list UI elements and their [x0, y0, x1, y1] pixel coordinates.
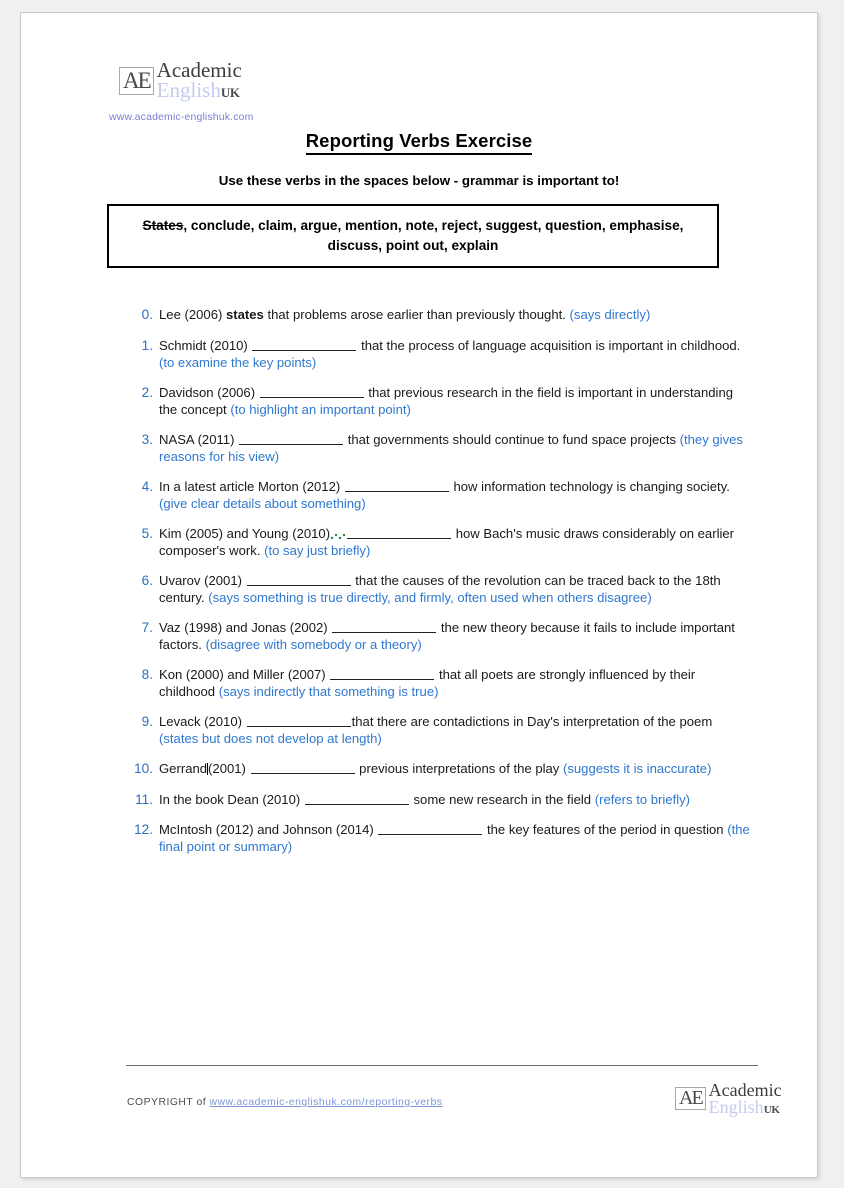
logo-word-uk: UK — [220, 84, 240, 100]
exercise-item-prefix: In a latest article Morton (2012) — [159, 478, 344, 494]
exercise-item-number: 12. — [134, 822, 153, 838]
answer-blank[interactable] — [247, 714, 351, 727]
footer-logo-word-english: English — [708, 1096, 764, 1117]
exercise-item-hint: (refers to briefly) — [594, 791, 691, 807]
verb-struck-states: States — [142, 217, 184, 233]
exercise-item — [126, 384, 751, 418]
exercise-item-body — [159, 666, 751, 700]
page-title-text: Reporting Verbs Exercise — [306, 130, 533, 155]
logo-monogram-icon: AE — [119, 67, 154, 95]
exercise-item-prefix: Davidson (2006) — [159, 384, 259, 400]
header-logo — [119, 58, 242, 102]
exercise-item-body — [159, 525, 751, 559]
exercise-item-number: 0. — [141, 307, 153, 322]
verb-bank-box — [107, 204, 719, 268]
exercise-item-prefix: Uvarov (2001) — [159, 572, 246, 588]
exercise-item-number: 4. — [141, 478, 153, 494]
answer-blank[interactable] — [247, 573, 351, 586]
exercise-item-hint: (give clear details about something) — [159, 495, 366, 511]
exercise-item-text: that previous research in the field is important in understanding the concept — [159, 384, 734, 417]
exercise-item — [126, 760, 751, 778]
logo-wordmark — [156, 58, 242, 102]
exercise-item — [126, 666, 751, 700]
exercise-item-prefix-2: (2001) — [208, 760, 250, 776]
exercise-item-number: 5. — [141, 525, 153, 541]
exercise-item-number: 7. — [141, 619, 153, 635]
exercise-item-hint: (to say just briefly) — [264, 542, 371, 558]
exercise-item — [126, 525, 751, 559]
exercise-item-hint: (to highlight an important point) — [230, 401, 411, 417]
footer-logo-word-uk: UK — [763, 1103, 780, 1116]
exercise-item-number: 10. — [134, 760, 153, 776]
exercise-list — [126, 306, 751, 868]
footer-divider — [126, 1065, 758, 1066]
footer-logo-monogram-icon: AE — [675, 1087, 706, 1110]
exercise-item-hint: (to examine the key points) — [159, 354, 317, 370]
answer-blank[interactable] — [260, 385, 364, 398]
exercise-item-answer: states — [225, 307, 264, 322]
exercise-item-prefix: NASA (2011) — [159, 431, 239, 447]
exercise-item-body — [159, 791, 751, 808]
exercise-item-hint: (the final point or summary) — [159, 822, 750, 855]
exercise-item-text: that the causes of the revolution can be traced back to the 18th century. — [159, 572, 721, 605]
footer-copyright-prefix: COPYRIGHT of — [127, 1097, 210, 1108]
exercise-item-text: previous interpretations of the play — [355, 760, 563, 776]
footer-logo — [675, 1082, 782, 1116]
exercise-item-text: that the process of language acquisition is important in childhood. — [357, 337, 741, 353]
answer-blank[interactable] — [305, 792, 409, 805]
exercise-item-body — [159, 760, 751, 777]
answer-blank[interactable] — [251, 761, 355, 774]
exercise-item — [126, 572, 751, 606]
exercise-item-prefix: Levack (2010) — [159, 713, 246, 729]
exercise-item — [126, 713, 751, 747]
exercise-item — [126, 619, 751, 653]
page-subtitle: Use these verbs in the spaces below - grammar is important to! — [218, 173, 620, 188]
exercise-item-text: the new theory because it fails to include important factors. — [159, 619, 735, 652]
answer-blank[interactable] — [332, 620, 436, 633]
verb-bank-text — [131, 216, 695, 257]
exercise-item-number: 1. — [141, 337, 153, 353]
exercise-item-prefix: Kon (2000) and Miller (2007) — [159, 666, 330, 682]
exercise-item-number: 8. — [141, 666, 153, 682]
exercise-item-number: 6. — [141, 572, 153, 588]
exercise-item — [126, 478, 751, 512]
footer-copyright-link[interactable]: www.academic-englishuk.com/reporting-verbs — [209, 1097, 443, 1108]
footer-logo-wordmark — [709, 1082, 782, 1116]
exercise-item-hint: (suggests it is inaccurate) — [562, 760, 712, 776]
exercise-item-text: that problems arose earlier than previously thought. — [263, 307, 570, 322]
exercise-item — [126, 791, 751, 809]
answer-blank[interactable] — [252, 338, 356, 351]
logo-line-two — [156, 77, 242, 102]
exercise-item-prefix: In the book Dean (2010) — [159, 791, 304, 807]
exercise-item-prefix: Lee (2006) — [159, 307, 226, 322]
exercise-item-body — [159, 306, 751, 323]
footer-logo-line-two — [708, 1096, 782, 1117]
answer-blank[interactable] — [330, 667, 434, 680]
exercise-item-prefix: Gerrand — [159, 760, 208, 776]
exercise-item-hint: (says something is true directly, and firmly, often used when others disagree) — [208, 589, 652, 605]
answer-blank[interactable] — [345, 479, 449, 492]
verb-bank-rest: , conclude, claim, argue, mention, note, reject, suggest, question, emphasise, discuss, point out, explain — [183, 217, 684, 253]
exercise-item-text: that all poets are strongly influenced by their childhood — [159, 666, 696, 699]
exercise-item-hint: (states but does not develop at length) — [159, 730, 382, 746]
exercise-item-number: 9. — [141, 713, 153, 729]
exercise-item-number: 3. — [141, 431, 153, 447]
exercise-item-body — [159, 478, 751, 512]
answer-blank[interactable] — [347, 526, 451, 539]
exercise-item-text: the key features of the period in question — [483, 822, 728, 838]
exercise-item — [126, 431, 751, 465]
logo-word-english: English — [156, 77, 221, 102]
exercise-item-text: that governments should continue to fund space projects — [344, 431, 680, 447]
exercise-item-text: how Bach's music draws considerably on earlier composer's work. — [159, 525, 735, 558]
footer-logo-word-academic: Academic — [708, 1080, 782, 1100]
exercise-item-number: 2. — [141, 384, 153, 400]
exercise-item — [126, 821, 751, 855]
footer-copyright — [127, 1097, 442, 1108]
exercise-item-hint: (disagree with somebody or a theory) — [205, 636, 422, 652]
exercise-item-body — [159, 384, 751, 418]
exercise-item-body — [159, 572, 751, 606]
header-website-url[interactable]: www.academic-englishuk.com — [109, 111, 254, 123]
grammar-squiggle-icon — [330, 534, 346, 539]
exercise-item — [126, 337, 751, 371]
exercise-item-prefix: McIntosh (2012) and Johnson (2014) — [159, 822, 378, 838]
document-page — [20, 12, 818, 1178]
exercise-item-prefix: Kim (2005) and Young (2010) — [159, 525, 331, 541]
document-header — [21, 13, 817, 203]
exercise-item — [126, 306, 751, 324]
exercise-item-body — [159, 619, 751, 653]
exercise-item-number: 11. — [135, 791, 153, 807]
answer-blank[interactable] — [239, 432, 343, 445]
exercise-item-text: how information technology is changing society. — [449, 478, 730, 494]
exercise-item-hint: (says directly) — [569, 307, 651, 322]
exercise-item-text: that there are contadictions in Day's interpretation of the poem — [351, 713, 713, 729]
exercise-item-prefix: Vaz (1998) and Jonas (2002) — [159, 619, 332, 635]
answer-blank[interactable] — [378, 822, 482, 835]
exercise-item-body — [159, 337, 751, 371]
logo-word-academic: Academic — [156, 58, 242, 82]
exercise-item-text: some new research in the field — [409, 791, 595, 807]
exercise-item-body — [159, 713, 751, 747]
page-title — [21, 130, 817, 152]
exercise-item-hint: (says indirectly that something is true) — [218, 683, 439, 699]
exercise-item-body — [159, 431, 751, 465]
exercise-item-body — [159, 821, 751, 855]
exercise-item-prefix: Schmidt (2010) — [159, 337, 252, 353]
exercise-item-hint: (they gives reasons for his view) — [159, 431, 743, 464]
